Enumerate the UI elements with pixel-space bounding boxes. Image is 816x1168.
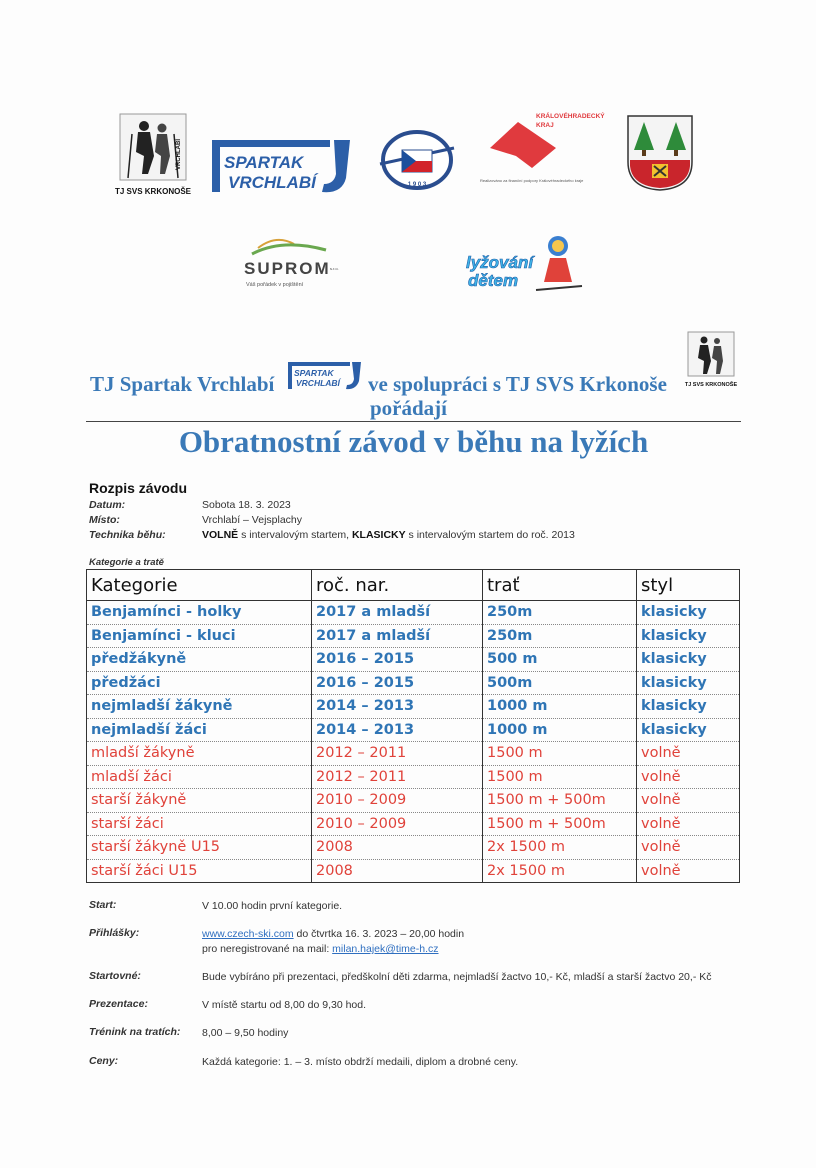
header-rule: [86, 421, 741, 422]
prezentace-label: Prezentace:: [89, 998, 148, 1010]
cell-trat: 500 m: [483, 648, 637, 672]
cell-roc-nar: 2016 – 2015: [312, 648, 483, 672]
table-row: [87, 812, 740, 836]
cell-roc-nar: 2008: [312, 859, 483, 883]
cell-styl: volně: [637, 836, 740, 860]
misto-value: Vrchlabí – Vejsplachy: [202, 514, 303, 526]
start-label: Start:: [89, 899, 117, 911]
kraj-line2: KRAJ: [536, 122, 554, 129]
startovne-value: Bude vybíráno při prezentaci, předškolní děti zdarma, nejmladší žactvo 10,- Kč, mladší a starší žactvo 20,- Kč: [202, 971, 712, 983]
technika-label: Technika běhu:: [89, 529, 166, 541]
cell-roc-nar: 2017 a mladší: [312, 601, 483, 625]
cell-kategorie: mladší žáci: [87, 765, 312, 789]
cell-roc-nar: 2008: [312, 836, 483, 860]
cell-styl: volně: [637, 859, 740, 883]
cell-roc-nar: 2014 – 2013: [312, 695, 483, 719]
spartak-line1: SPARTAK: [224, 153, 304, 172]
technika-klasicky: KLASICKY: [351, 529, 406, 541]
organizer-2: ve spolupráci s TJ SVS Krkonoše: [368, 372, 667, 396]
kralovehradecky-kraj-logo: [478, 108, 614, 190]
kraj-note: Realizováno za finanční podpory Královéhradeckého kraje: [480, 178, 584, 183]
cell-styl: klasicky: [637, 718, 740, 742]
lyzovani-line2: dětem: [468, 271, 519, 290]
svs-small-logo: [684, 330, 738, 390]
table-row: [87, 742, 740, 766]
table-row: [87, 648, 740, 672]
cell-kategorie: starší žáci U15: [87, 859, 312, 883]
cell-trat: 1500 m: [483, 742, 637, 766]
cell-styl: volně: [637, 742, 740, 766]
cell-trat: 1500 m + 500m: [483, 789, 637, 813]
hills-icon: [242, 232, 342, 292]
misto-row: [89, 514, 302, 526]
cell-styl: klasicky: [637, 695, 740, 719]
table-row: [87, 859, 740, 883]
lyzovani-detem-logo: [462, 230, 588, 302]
svs-side-text: VRCHLABÍ: [176, 139, 182, 170]
cell-styl: klasicky: [637, 624, 740, 648]
cell-trat: 1000 m: [483, 695, 637, 719]
spartak-line2: VRCHLABÍ: [228, 173, 316, 192]
svs-logo-text: TJ SVS KRKONOŠE: [114, 187, 192, 196]
cell-styl: volně: [637, 765, 740, 789]
email-link[interactable]: milan.hajek@time-h.cz: [332, 943, 439, 955]
cell-trat: 1500 m: [483, 765, 637, 789]
spartak-inline-line2: VRCHLABÍ: [296, 378, 340, 388]
cell-styl: klasicky: [637, 671, 740, 695]
lyzovani-line1: lyžování: [466, 253, 534, 272]
cell-roc-nar: 2010 – 2009: [312, 789, 483, 813]
cell-roc-nar: 2012 – 2011: [312, 765, 483, 789]
coat-of-arms-icon: [626, 114, 694, 192]
suprom-name: SUPROM: [244, 259, 331, 278]
spartak-j-logo: [286, 361, 366, 391]
cell-trat: 2x 1500 m: [483, 836, 637, 860]
skiers-silhouette-icon: [114, 112, 192, 200]
technika-text1: s intervalovým startem,: [238, 529, 352, 541]
ceny-label: Ceny:: [89, 1055, 119, 1067]
suprom-tagline: Váš pořádek v pojištění: [246, 282, 304, 288]
prihlasky-value: [202, 927, 816, 957]
cell-trat: 1000 m: [483, 718, 637, 742]
cell-kategorie: nejmladší žáci: [87, 718, 312, 742]
table-row: [87, 624, 740, 648]
rozpis-heading: Rozpis závodu: [89, 480, 188, 496]
cell-kategorie: mladší žákyně: [87, 742, 312, 766]
czech-flag-emblem: [376, 128, 458, 192]
spartak-inline-line1: SPARTAK: [294, 368, 334, 378]
ceny-value: Každá kategorie: 1. – 3. místo obdrží medaili, diplom a drobné ceny.: [202, 1056, 519, 1068]
spartak-inline-logo: [286, 361, 366, 391]
cell-styl: volně: [637, 789, 740, 813]
table-row: [87, 718, 740, 742]
cell-roc-nar: 2010 – 2009: [312, 812, 483, 836]
svaz-year: 1 9 0 3: [407, 182, 427, 188]
technika-row: [89, 529, 575, 541]
cell-trat: 250m: [483, 601, 637, 625]
spartak-j-logo: [208, 138, 358, 196]
cell-trat: 2x 1500 m: [483, 859, 637, 883]
categories-label: Kategorie a tratě: [89, 557, 164, 568]
cell-roc-nar: 2017 a mladší: [312, 624, 483, 648]
prihlasky-mail-text: pro neregistrované na mail:: [202, 943, 333, 955]
cell-trat: 500m: [483, 671, 637, 695]
organizer-1: TJ Spartak Vrchlabí: [90, 372, 275, 396]
header-roc-nar: roč. nar.: [312, 570, 483, 601]
cell-kategorie: předžákyně: [87, 648, 312, 672]
cell-styl: klasicky: [637, 648, 740, 672]
technika-volne: VOLNĚ: [202, 529, 239, 541]
datum-value: Sobota 18. 3. 2023: [202, 499, 291, 511]
svs-krkonose-logo: [114, 112, 192, 200]
cell-kategorie: starší žákyně: [87, 789, 312, 813]
cell-kategorie: starší žákyně U15: [87, 836, 312, 860]
cell-roc-nar: 2016 – 2015: [312, 671, 483, 695]
prihlasky-deadline: do čtvrtka 16. 3. 2023 – 20,00 hodin: [293, 928, 465, 940]
cell-kategorie: předžáci: [87, 671, 312, 695]
cell-trat: 1500 m + 500m: [483, 812, 637, 836]
cell-trat: 250m: [483, 624, 637, 648]
prihlasky-label: Přihlášky:: [89, 927, 140, 939]
cell-roc-nar: 2012 – 2011: [312, 742, 483, 766]
categories-table: [86, 569, 740, 883]
suprom-suffix: s.r.o.: [330, 266, 339, 271]
prezentace-value: V místě startu od 8,00 do 9,30 hod.: [202, 999, 367, 1011]
cell-kategorie: Benjamínci - kluci: [87, 624, 312, 648]
svaz-lyzaru-logo: [376, 128, 458, 192]
trenink-value: 8,00 – 9,50 hodiny: [202, 1027, 289, 1039]
table-header-row: [87, 570, 740, 601]
page-title: Obratnostní závod v běhu na lyžích: [178, 424, 649, 459]
region-arrow-icon: [478, 108, 614, 190]
startovne-label: Startovné:: [89, 970, 141, 982]
misto-label: Místo:: [89, 514, 120, 526]
czech-ski-link[interactable]: www.czech-ski.com: [202, 928, 294, 940]
cell-kategorie: starší žáci: [87, 812, 312, 836]
table-body: [87, 601, 740, 883]
svs-small-text: TJ SVS KRKONOŠE: [684, 382, 738, 388]
table-row: [87, 671, 740, 695]
cell-kategorie: nejmladší žákyně: [87, 695, 312, 719]
header-kategorie: Kategorie: [87, 570, 312, 601]
skiers-silhouette-icon: [684, 330, 738, 390]
start-value: V 10.00 hodin první kategorie.: [202, 900, 343, 912]
table-row: [87, 789, 740, 813]
datum-label: Datum:: [89, 499, 126, 511]
table-row: [87, 601, 740, 625]
trenink-label: Trénink na tratích:: [89, 1026, 181, 1038]
vrchlabi-coat-of-arms: [626, 114, 694, 192]
kraj-line1: KRÁLOVÉHRADECKÝ: [536, 113, 605, 120]
suprom-logo: [242, 232, 342, 292]
skier-mascot-icon: [462, 230, 588, 302]
cell-kategorie: Benjamínci - holky: [87, 601, 312, 625]
datum-row: [89, 499, 291, 511]
header-trat: trať: [483, 570, 637, 601]
table-row: [87, 765, 740, 789]
technika-text2: s intervalovým startem do roč. 2013: [405, 529, 575, 541]
table-row: [87, 695, 740, 719]
header-styl: styl: [637, 570, 740, 601]
organizer-verb: pořádají: [370, 396, 448, 420]
table-row: [87, 836, 740, 860]
cell-styl: volně: [637, 812, 740, 836]
cell-styl: klasicky: [637, 601, 740, 625]
cell-roc-nar: 2014 – 2013: [312, 718, 483, 742]
spartak-vrchlabi-logo: [208, 138, 358, 196]
